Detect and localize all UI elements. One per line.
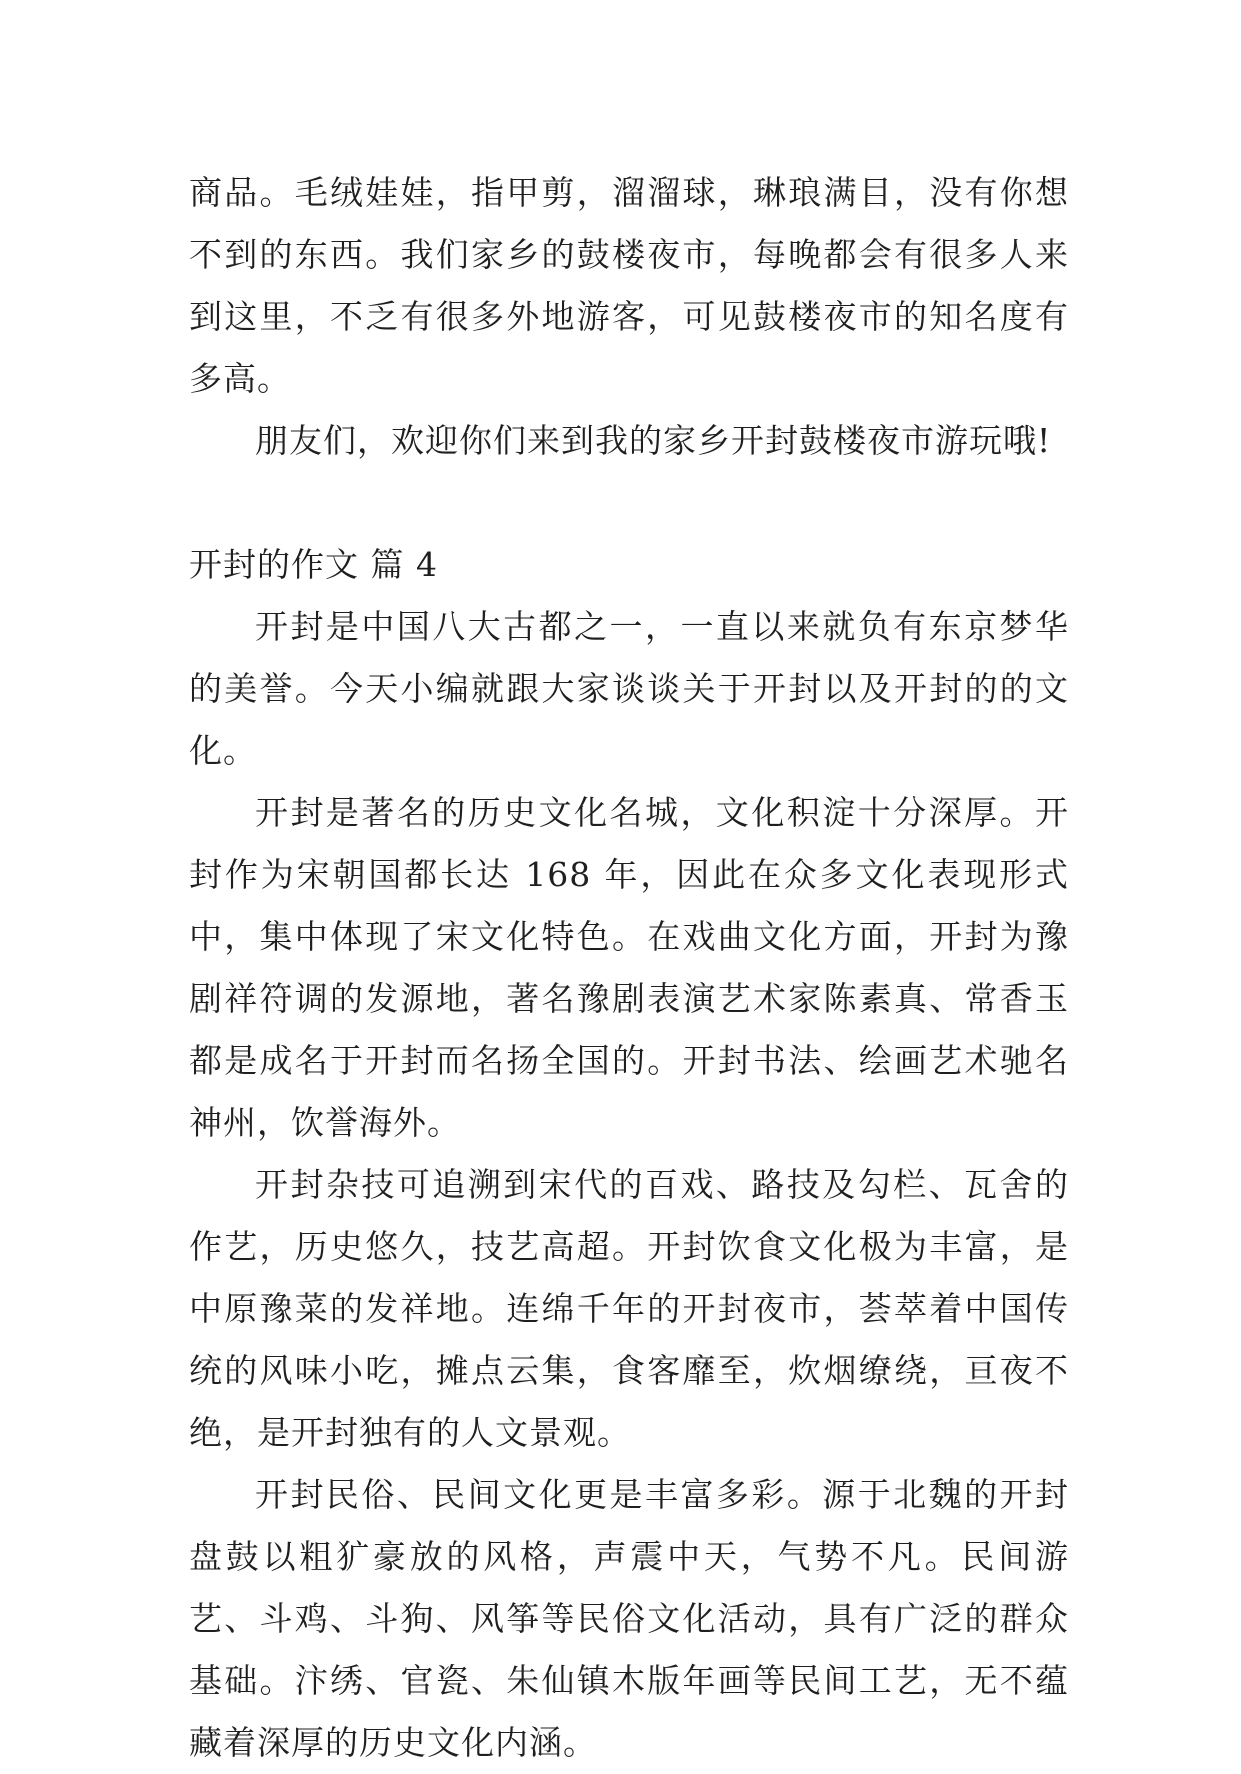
closing-paragraph: 朋友们，欢迎你们来到我的家乡开封鼓楼夜市游玩哦! — [255, 421, 1052, 460]
body-paragraph: 开封民俗、民间文化更是丰富多彩。源于北魏的开封盘鼓以粗犷豪放的风格，声震中天，气势不凡。民间游艺、斗鸡、斗狗、风筝等民俗文化活动，具有广泛的群众基础。汴绣、官瓷、朱仙镇木版年画等民间工艺，无不蕴藏着深厚的历史文化内涵。 — [189, 1475, 1069, 1762]
continuation-paragraph: 商品。毛绒娃娃，指甲剪，溜溜球，琳琅满目，没有你想不到的东西。我们家乡的鼓楼夜市，每晚都会有很多人来到这里，不乏有很多外地游客，可见鼓楼夜市的知名度有多高。 — [189, 173, 1069, 398]
body-paragraph: 开封杂技可追溯到宋代的百戏、路技及勾栏、瓦舍的作艺，历史悠久，技艺高超。开封饮食文化极为丰富，是中原豫菜的发祥地。连绵千年的开封夜市，荟萃着中国传统的风味小吃，摊点云集，食客靡至，炊烟缭绕，亘夜不绝，是开封独有的人文景观。 — [189, 1165, 1069, 1452]
document-body — [189, 162, 1069, 1774]
section-heading: 开封的作文 篇 4 — [189, 545, 438, 584]
body-paragraph: 开封是中国八大古都之一，一直以来就负有东京梦华的美誉。今天小编就跟大家谈谈关于开封以及开封的的文化。 — [189, 607, 1069, 770]
body-paragraph: 开封是著名的历史文化名城，文化积淀十分深厚。开封作为宋朝国都长达 168 年，因此在众多文化表现形式中，集中体现了宋文化特色。在戏曲文化方面，开封为豫剧祥符调的发源地，著名豫剧表演艺术家陈素真、常香玉都是成名于开封而名扬全国的。开封书法、绘画艺术驰名神州，饮誉海外。 — [189, 793, 1069, 1142]
